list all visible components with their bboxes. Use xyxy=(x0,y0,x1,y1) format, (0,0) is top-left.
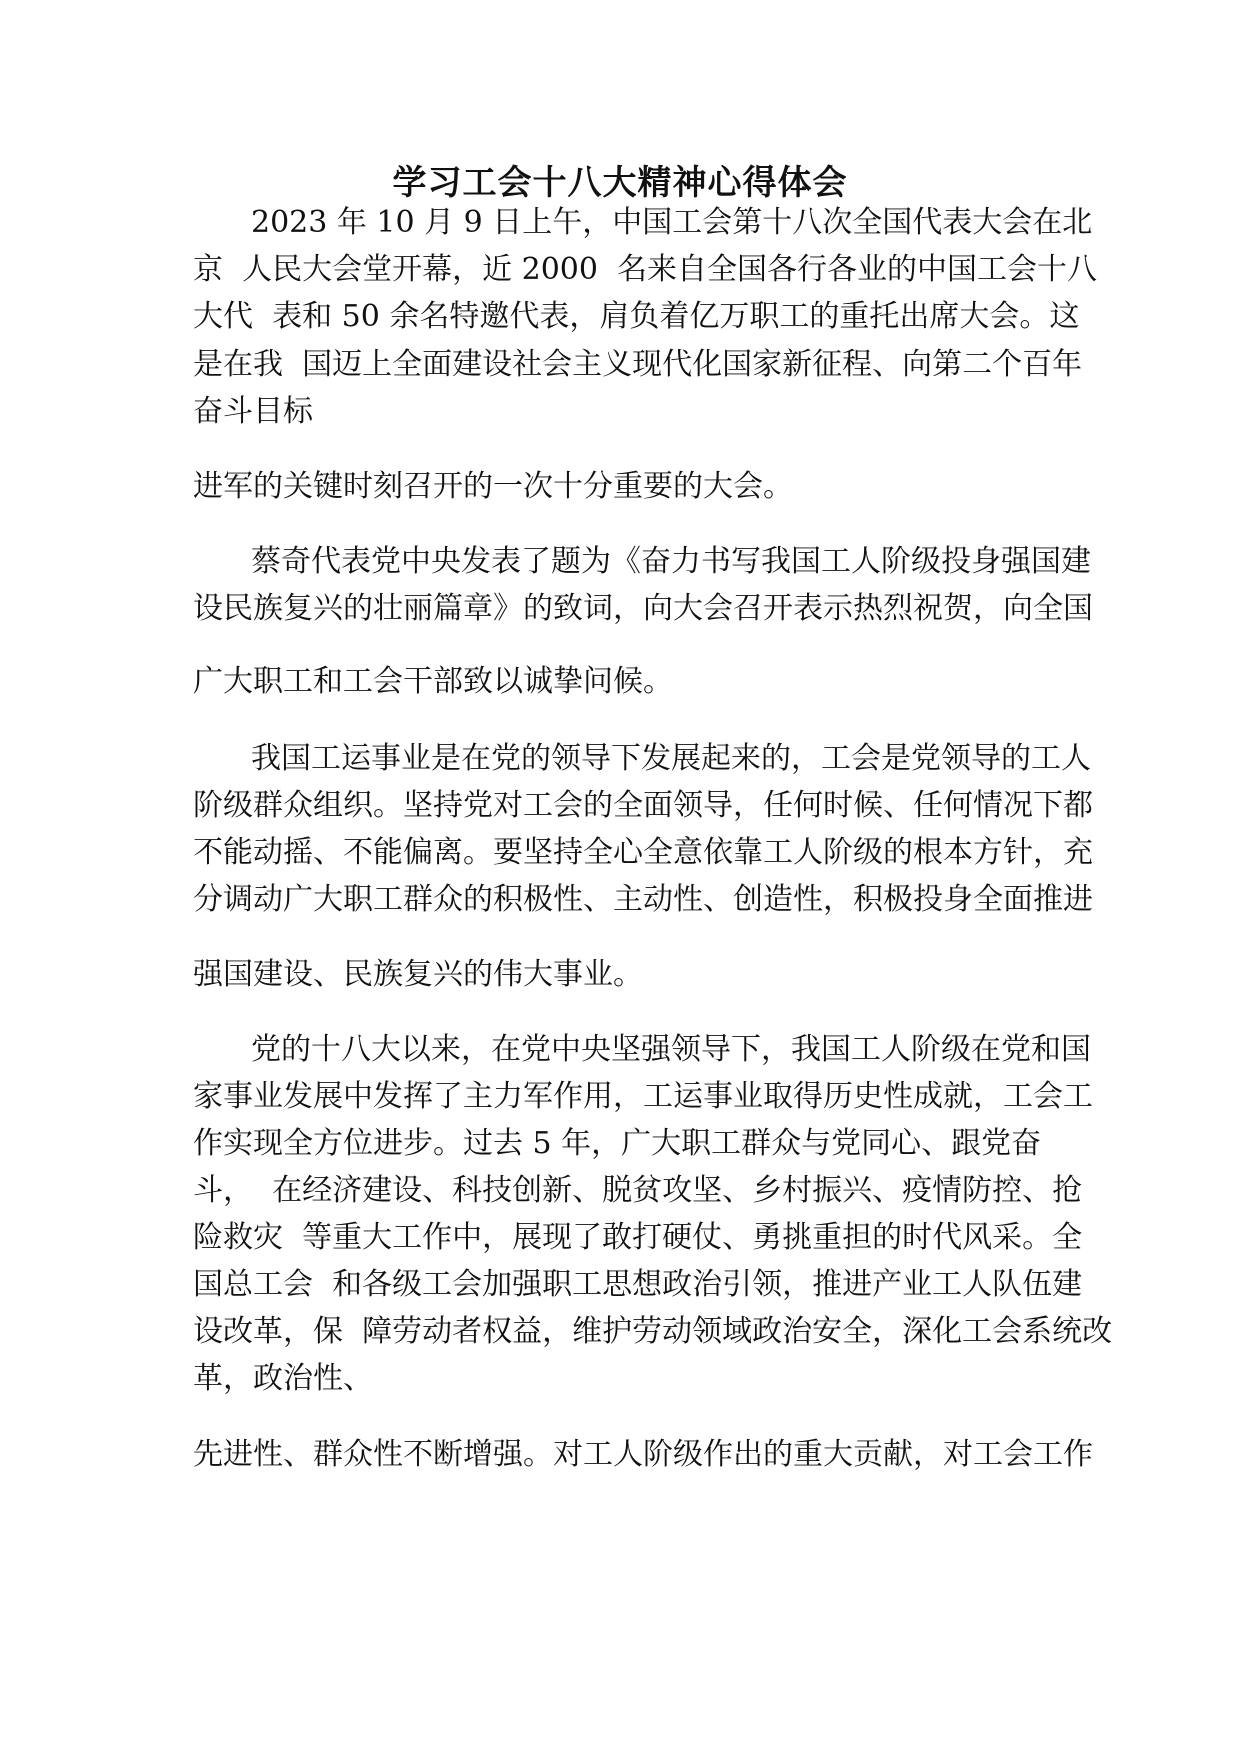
paragraph-4-line-1: 广大职工和工会干部致以诚挚问候。 xyxy=(193,664,673,699)
paragraph-7-line-2: 家事业发展中发挥了主力军作用，工运事业取得历史性成就，工会工 xyxy=(193,1079,1093,1114)
paragraph-5-line-4: 分调动广大职工群众的积极性、主动性、创造性，积极投身全面推进 xyxy=(193,882,1093,917)
paragraph-7-line-8: 革，政治性、 xyxy=(193,1361,373,1396)
paragraph-5-line-2: 阶级群众组织。坚持党对工会的全面领导，任何时候、任何情况下都 xyxy=(193,788,1093,823)
paragraph-3-line-2: 设民族复兴的壮丽篇章》的致词，向大会召开表示热烈祝贺，向全国 xyxy=(193,591,1093,626)
paragraph-7-line-5: 险救灾 等重大工作中，展现了敢打硬仗、勇挑重担的时代风采。全 xyxy=(193,1220,1083,1255)
paragraph-7-line-1: 党的十八大以来，在党中央坚强领导下，我国工人阶级在党和国 xyxy=(251,1032,1091,1067)
paragraph-5-line-3: 不能动摇、不能偏离。要坚持全心全意依靠工人阶级的根本方针，充 xyxy=(193,835,1093,870)
paragraph-1-line-5: 奋斗目标 xyxy=(193,394,313,429)
document-title: 学习工会十八大精神心得体会 xyxy=(392,163,848,203)
paragraph-7-line-7: 设改革，保 障劳动者权益，维护劳动领域政治安全，深化工会系统改 xyxy=(193,1314,1113,1349)
paragraph-7-line-6: 国总工会 和各级工会加强职工思想政治引领，推进产业工人队伍建 xyxy=(193,1267,1083,1302)
paragraph-1-line-2: 京 人民大会堂开幕，近 2000 名来自全国各行各业的中国工会十八 xyxy=(193,252,1098,287)
paragraph-1-line-3: 大代 表和 50 余名特邀代表，肩负着亿万职工的重托出席大会。这 xyxy=(193,299,1080,334)
paragraph-8-line-1: 先进性、群众性不断增强。对工人阶级作出的重大贡献，对工会工作 xyxy=(193,1437,1093,1472)
paragraph-6-line-1: 强国建设、民族复兴的伟大事业。 xyxy=(193,957,643,992)
paragraph-3-line-1: 蔡奇代表党中央发表了题为《奋力书写我国工人阶级投身强国建 xyxy=(251,544,1091,579)
paragraph-1-line-1: 2023 年 10 月 9 日上午，中国工会第十八次全国代表大会在北 xyxy=(251,205,1093,240)
paragraph-2-line-1: 进军的关键时刻召开的一次十分重要的大会。 xyxy=(193,469,793,504)
paragraph-5-line-1: 我国工运事业是在党的领导下发展起来的，工会是党领导的工人 xyxy=(251,741,1091,776)
paragraph-1-line-4: 是在我 国迈上全面建设社会主义现代化国家新征程、向第二个百年 xyxy=(193,347,1083,382)
paragraph-7-line-4: 斗， 在经济建设、科技创新、脱贫攻坚、乡村振兴、疫情防控、抢 xyxy=(193,1173,1083,1208)
paragraph-7-line-3: 作实现全方位进步。过去 5 年，广大职工群众与党同心、跟党奋 xyxy=(193,1126,1042,1161)
